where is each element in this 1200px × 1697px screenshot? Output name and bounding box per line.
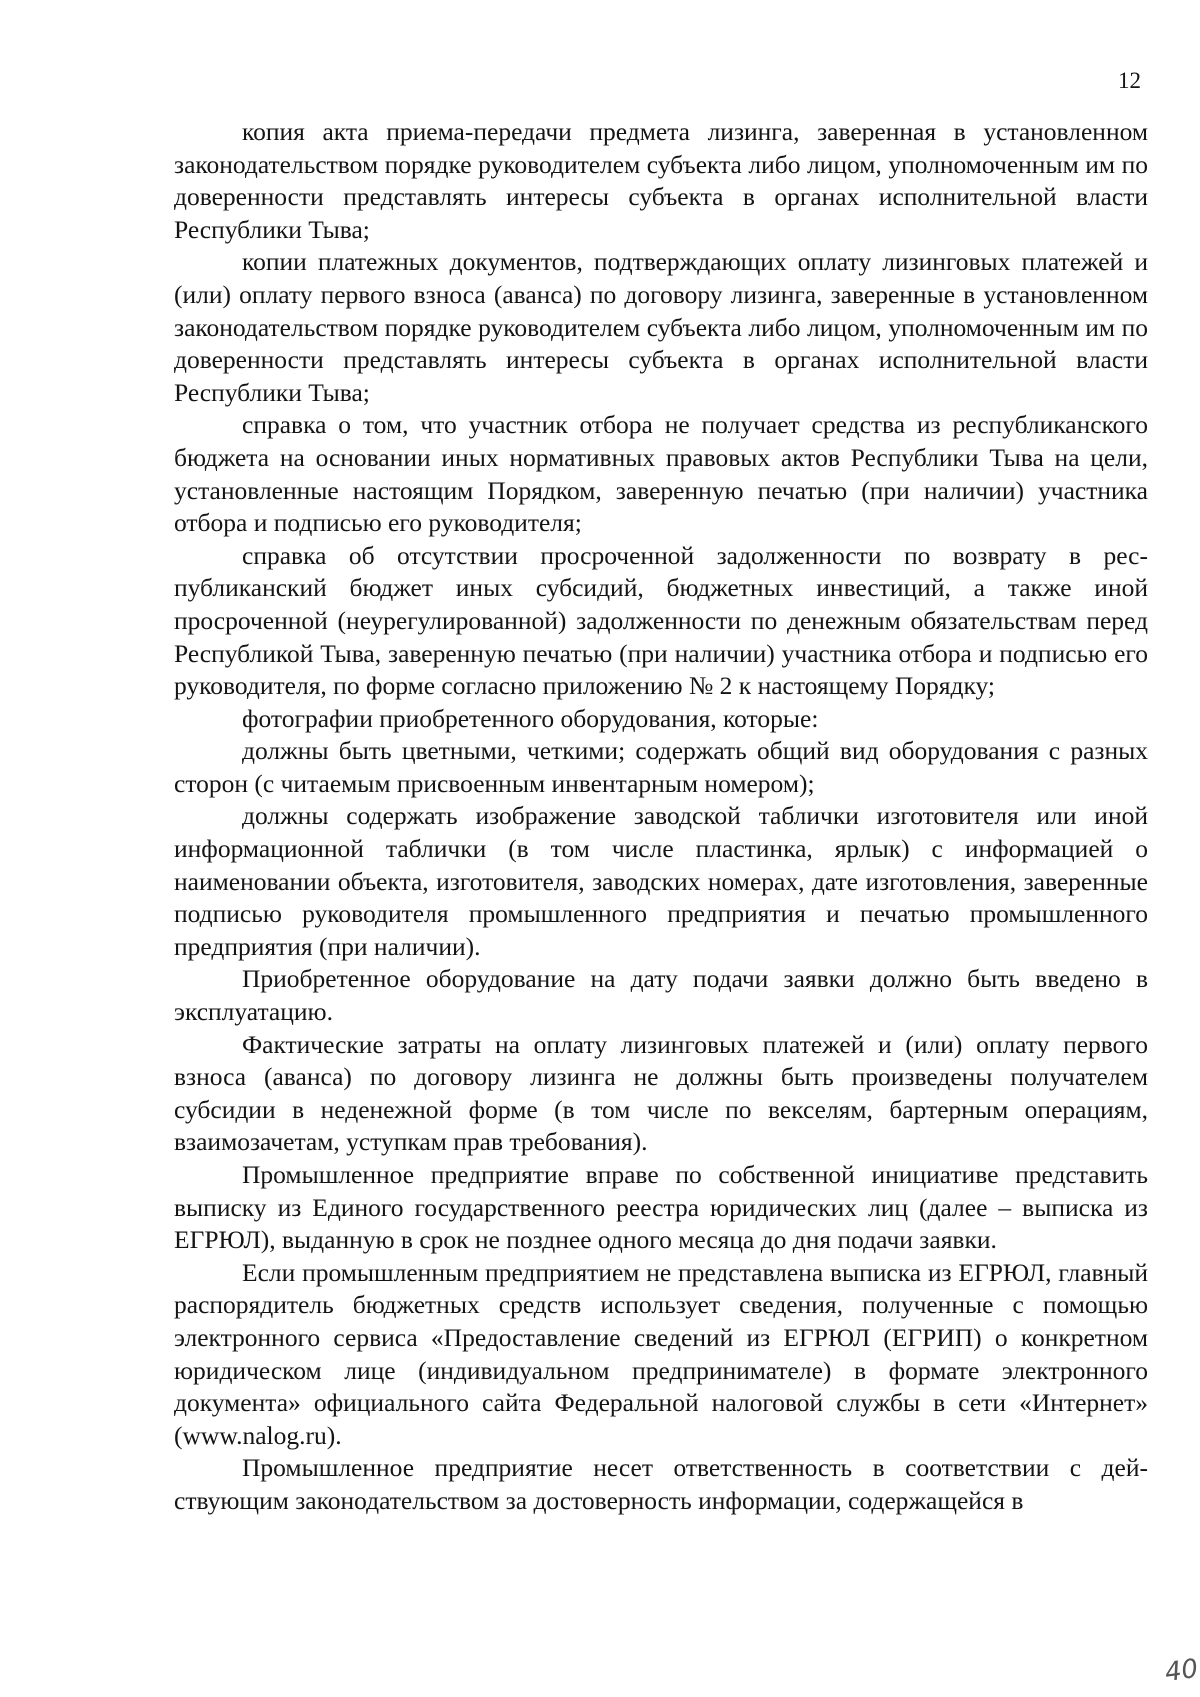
handwritten-page-mark: 40 (1163, 1653, 1200, 1689)
paragraph-no-overdue-debt-certificate: справка об отсутствии просроченной задолженности по возврату в республиканский бюджет иных субсидий, бюджетных инвестиций, а также иной просроченной (неурегулированной) задолженности по денежным обязательствам перед Республикой Тыва, заверенную печатью (при наличии) участника отбора и подписью его руководителя, по форме согласно приложению № 2 к настоящему Порядку; (174, 540, 1148, 701)
paragraph-photos-color: должны быть цветными, четкими; содержать общий вид оборудования с разных сторон (с читаемым присвоенным инвентарным номером); (174, 736, 1148, 798)
paragraph-equipment-commissioned: Приобретенное оборудование на дату подачи заявки должно быть введено в эксплуатацию. (174, 964, 1148, 1027)
page-number: 12 (1118, 68, 1141, 93)
paragraph-no-other-funds-certificate: справка о том, что участник отбора не получает средства из республиканского бюджета на основании иных нормативных правовых актов Республики Тыва на цели, установленные настоящим Порядком, заверенную печатью (при наличии) участника отбора и подписью его руководителя; (174, 410, 1148, 538)
paragraph-photos-nameplate: должны содержать изображение заводской таблички изготовителя или иной информационной таблички (в том числе пластинка, ярлык) с информацией о наименовании объекта, изготовителя, заводских номерах, дате изготовления, заверенные подписью руководителя промышленного предприятия и печатью промышленного предприятия (при наличии). (174, 801, 1148, 961)
paragraph-non-cash-prohibition: Фактические затраты на оплату лизинговых платежей и (или) оплату первого взноса (аванса) по договору лизинга не должны быть произведены получателем субсидии в неденежной форме (в том числе по векселям, бартерным операциям, взаимозачетам, уступкам прав требования). (174, 1029, 1148, 1157)
paragraph-equipment-photos: фотографии приобретенного оборудования, которые: (242, 703, 819, 733)
paragraph-payment-documents: копии платежных документов, подтверждающих оплату лизинговых платежей и (или) оплату первого взноса (аванса) по договору лизинга, заверенные в установленном законодательством порядке руководителем субъекта либо лицом, уполномоченным им по доверенности представлять интересы субъекта в органах исполнительной власти Республики Тыва; (174, 247, 1148, 407)
paragraph-egrul-not-provided: Если промышленным предприятием не представлена выписка из ЕГРЮЛ, главный распорядитель бюджетных средств использует сведения, полученные с помощью электронного сервиса «Предоставление сведений из ЕГРЮЛ (ЕГРИП) о конкретном юридическом лице (индивидуальном предпринимателе) в формате электронного документа» официального сайта Федеральной налоговой службы в сети «Интернет» (www.nalog.ru). (174, 1257, 1148, 1450)
paragraph-responsibility: Промышленное предприятие несет ответственность в соответствии с действующим законодательством за достоверность информации, содержащейся в (174, 1453, 1148, 1515)
document-body (174, 116, 1148, 1518)
paragraph-leasing-act-copy: копия акта приема-передачи предмета лизинга, заверенная в установленном законодательством порядке руководителем субъекта либо лицом, уполномоченным им по доверенности представлять интересы субъекта в органах исполнительной власти Республики Тыва; (174, 117, 1148, 244)
paragraph-egrul-extract: Промышленное предприятие вправе по собственной инициативе представить выписку из Единого государственного реестра юридических лиц (далее – выписка из ЕГРЮЛ), выданную в срок не позднее одного месяца до дня подачи заявки. (174, 1160, 1148, 1255)
